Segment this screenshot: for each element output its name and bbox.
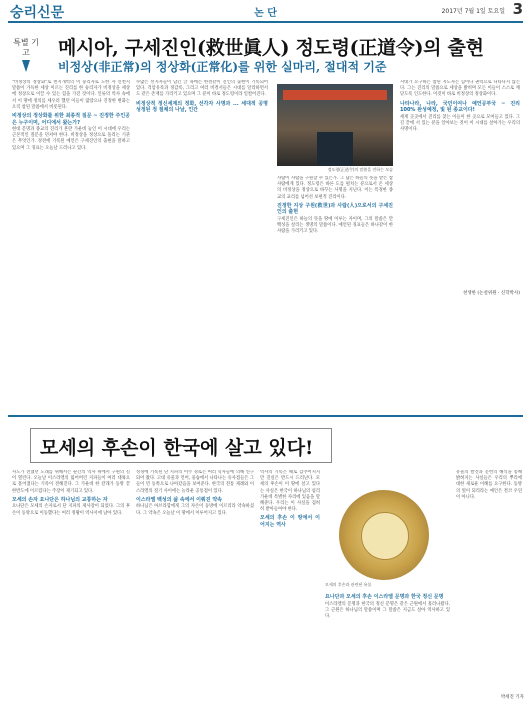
article1-body: "비정상의 정상화"로 천지개벽의 이 숭리자로 도한 자 신천지 말씀이 가득한 세상 이르는 진리를 한 숭리자가 비정상을 세상에 정상으로 이끌 수 있는 힘을 가진 것이다. 인류의 역사 속에서 이 땅에 정의를 세우려 했던 이들이 많았으나 진정한 변화는 오직 참된 말씀에서 비롯된다. bbox=[12, 80, 130, 110]
article2-body: 하나님은 아브라함에게 그의 자손이 동방에 이르리라 약속하셨다. 그 약속은 오늘날 이 땅에서 이루어지고 있다. bbox=[136, 504, 254, 516]
article1-headline: 메시아, 구세진인(救世眞人) 정도령(正道令)의 출현 bbox=[58, 37, 484, 59]
pen-icon bbox=[22, 60, 30, 72]
article1-column-4 bbox=[400, 80, 520, 285]
article1-subsection-title: 비정상적 정신세계의 정화, 선각자 사명과 ... 세대적 공명 성정된 정 절체의 나날, 인간 bbox=[136, 100, 268, 114]
article2-column-2 bbox=[136, 470, 254, 705]
article2-body: 역사의 기록은 때로 감추어지지만 진실은 반드시 드러난다. 모세의 후손이 이 땅에 살고 있다는 사실은 한국이 하나님의 섭리 가운데 특별한 자리에 있음을 말해준다. 우리는 이 사실을 겸허히 받아들여야 한다. bbox=[260, 470, 320, 513]
article1-photo bbox=[277, 84, 393, 166]
podium bbox=[317, 132, 353, 166]
special-contribution-tag bbox=[12, 38, 40, 72]
article-divider bbox=[8, 415, 523, 417]
article1-column-2 bbox=[136, 80, 268, 410]
tag-label: 특별 기고 bbox=[13, 38, 39, 57]
article2-column-3 bbox=[260, 470, 320, 705]
article2-photo bbox=[325, 486, 450, 580]
article1-subheadline: 비정상(非正常)의 정상화(正常化)를 위한 실마리, 절대적 기준 bbox=[58, 60, 387, 74]
article1-body: 시대가 요구하는 참된 지도자는 힘이나 권력으로 나타나지 않는다. 그는 진리의 말씀으로 세상을 밝히며 모든 이들이 스스로 깨닫도록 인도한다. 이것이 바로 비정상의 정상화이다. bbox=[400, 80, 520, 98]
article2-subsection-title: 모세의 손자 요나단은 하나님의 교통하는 자 bbox=[12, 496, 108, 503]
article1-body: 수많은 선지자들이 남긴 글 속에는 한결같이 진인의 출현이 기록되어 있다. 격암유록과 정감록, 그리고 여러 비결서들은 시대를 달리하면서도 같은 존재를 가리키고 있으며 그 분이 바로 정도령이라 일컬어진다. bbox=[136, 80, 268, 98]
article1-subsection-title: 나타나라, 나라, 국민이여나 예언공부국 ~ 진리 100% 완성예정, 빛 된 종교이다! bbox=[400, 100, 520, 114]
article2-column-4 bbox=[456, 470, 522, 690]
article1-byline: 천생한 (논설위원 · 신학박사) bbox=[462, 291, 520, 296]
article1-subsection-title: 진정한 지상 구원(救世)과 사람(人)으로서의 구세진인의 출현 bbox=[277, 202, 393, 216]
article1-column-1 bbox=[12, 80, 130, 410]
issue-date: 2017년 7월 1일 토요일 bbox=[441, 8, 505, 15]
section-title: 논 단 bbox=[254, 8, 277, 19]
article2-column-3b bbox=[325, 592, 450, 692]
stage-banner bbox=[283, 90, 387, 100]
article2-byline: 박세진 기자 bbox=[500, 695, 524, 700]
article2-body: 이스라엘의 문명과 한국의 정신 문명은 같은 근원에서 흘러나왔다. 그 근원은 하나님의 말씀이며 그 말씀은 지금도 살아 역사하고 있다. bbox=[325, 601, 450, 619]
article1-body: 구세진인은 하늘의 뜻을 땅에 이루는 자이며, 그의 말씀은 만백성을 살리는 생명의 말씀이다. 예언된 징표들은 하나같이 한 사람을 가리키고 있다. bbox=[277, 216, 393, 235]
newspaper-name: 숭리신문 bbox=[10, 5, 65, 21]
article2-body: 사도가 전했던 도래를 위해서는 순간의 역사 위에서 구원의 길이 열린다. 오늘날 이스라엘의 잃어버린 지파들이 여러 대륙으로 흩어졌다는 기록이 전해진다. 그 가운데 한 갈래가 동방 끝 한반도에 이르렀다는 주장이 제기되고 있다. bbox=[12, 470, 130, 494]
article1-photo-caption: 정도령(正道令)의 말씀을 전하는 모습 bbox=[327, 167, 393, 172]
article2-body: 성경에 기록된 단 지파의 이주 경로는 여러 학자들에 의해 연구되어 왔다. 고대 유물과 언어, 풍습에서 나타나는 유사점들은 그들이 먼 동쪽으로 나아갔음을 보여준다. 한국의 전통 제례와 이스라엘의 절기 사이에는 놀라운 공통점이 있다. bbox=[136, 470, 254, 494]
article2-subsection-title: 모세의 후손 이 땅에서 이어지는 역사 bbox=[260, 515, 320, 528]
article2-subsection-title: 요나단과 모세의 후손 이스라엘 문명과 한국 정신 문명 bbox=[325, 594, 444, 600]
article2-column-1 bbox=[12, 470, 130, 705]
article2-body: 요나단은 모세의 손자로서 단 지파의 제사장이 되었다. 그의 후손이 동방으로 이동했다는 여러 정황이 역사서에 남아 있다. bbox=[12, 504, 130, 516]
article1-body: 세계 곳곳에서 진리를 찾는 이들이 한 곳으로 모여들고 있다. 그 길 끝에 서 있는 분을 알아보는 것이 이 시대를 살아가는 우리의 사명이다. bbox=[400, 114, 520, 133]
article2-subsection-title: 이스라엘 백성의 삶 속에서 이뤄진 약속 bbox=[136, 496, 222, 503]
article1-column-3 bbox=[277, 176, 393, 410]
artifact-center bbox=[361, 512, 409, 560]
article1-body: 현대 문명과 종교의 진리가 혼란 가운데 놓인 이 시대에 우리는 근본적인 질문을 던져야 한다. 비정상을 정상으로 돌리는 기준은 무엇인가. 경전에 기록된 예언은 구세진인의 출현을 말하고 있으며 그 징표는 오늘날 드러나고 있다. bbox=[12, 127, 130, 151]
page-number: 3 bbox=[512, 0, 523, 18]
header-rule bbox=[8, 21, 523, 23]
article1-subsection-title: 비정상의 정상화를 위한 최종적 질문 ~ 진정한 주인공은 누구이며, 어디에서 왔는가? bbox=[12, 113, 130, 126]
article1-body: 사람이 사람을 구원할 수 있는가. 그 답은 하늘의 뜻을 받은 참사람에게 있다. 정도령은 바른 도를 펼치는 분으로서 온 세상의 비정상을 정상으로 바꾸는 사명을 지닌다. 이는 특정한 종교의 교리를 넘어선 보편적 진리이다. bbox=[277, 176, 393, 200]
article2-headline: 모세의 후손이 한국에 살고 있다! bbox=[40, 437, 314, 459]
masthead bbox=[0, 0, 531, 22]
article2-body: 유물의 발견과 문헌의 해석을 통해 밝혀지는 사실들은 우리의 뿌리에 대한 새로운 이해를 요구한다. 동방의 빛이 되리라는 예언은 결코 우연이 아니다. bbox=[456, 470, 522, 500]
article2-photo-caption: 모세의 후손과 관련된 유물 bbox=[325, 582, 372, 587]
